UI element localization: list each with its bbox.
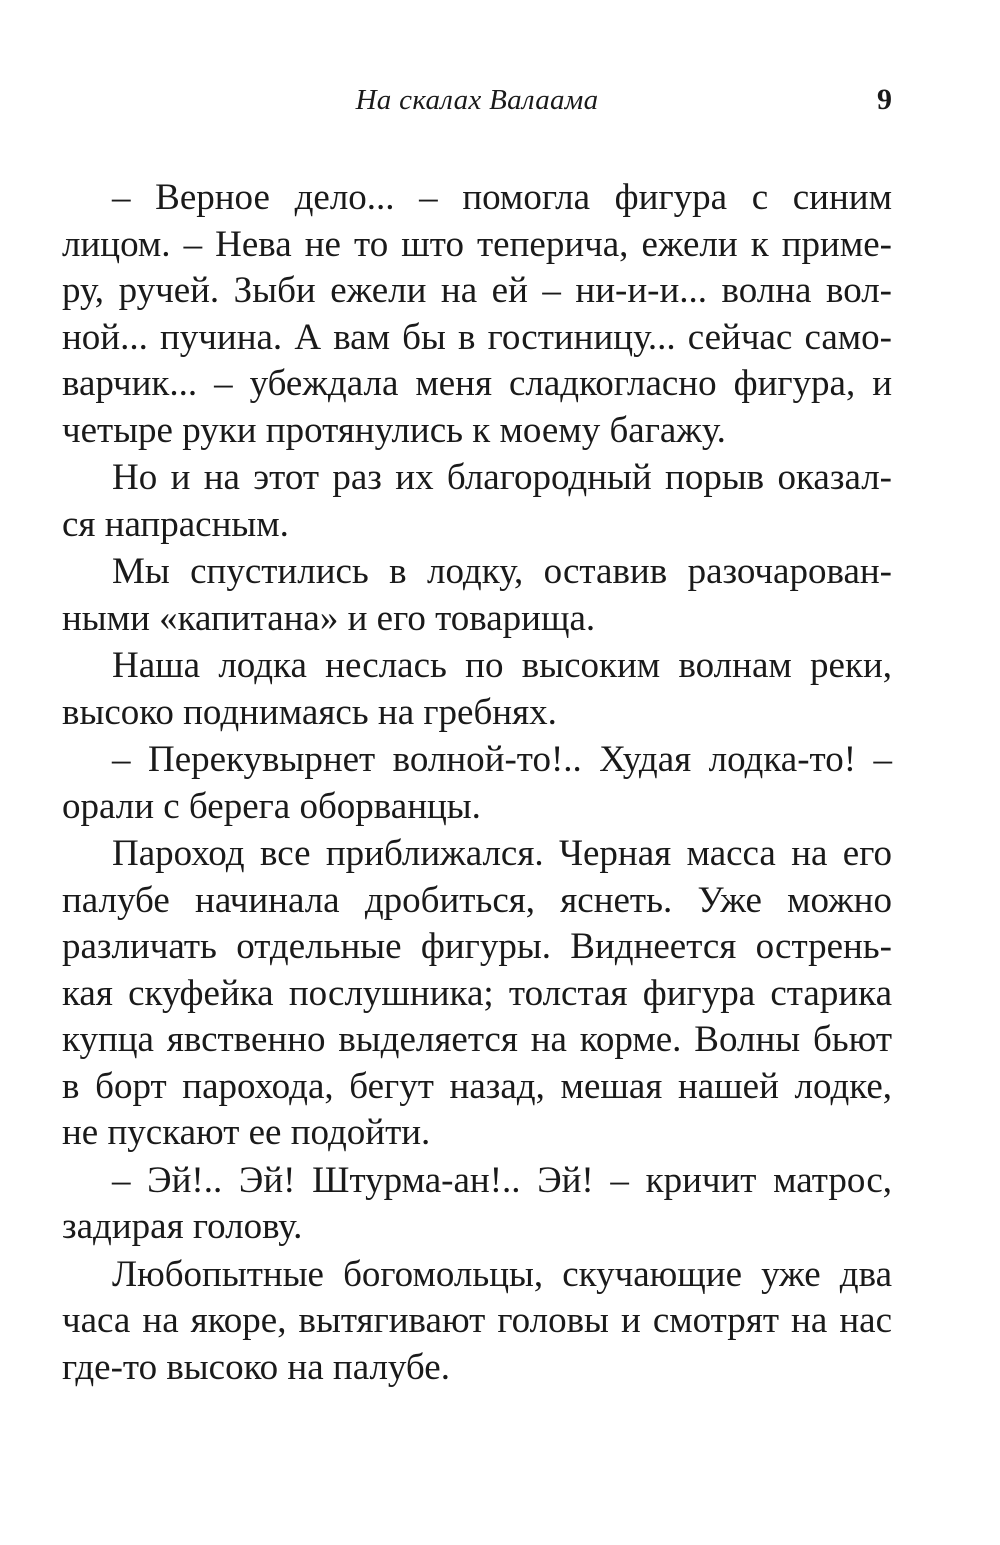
paragraph: [62, 831, 892, 1157]
text-line: ной... пучина. А вам бы в гостиницу... сейчас само-: [62, 316, 892, 358]
paragraph: [62, 175, 892, 454]
text-line: четыре руки протянулись к моему багажу.: [62, 409, 726, 451]
running-header: [62, 82, 892, 122]
text-line: ными «капитана» и его товарища.: [62, 597, 596, 639]
paragraph: [62, 1252, 892, 1392]
text-line: Пароход все приближался. Черная масса на его: [112, 833, 892, 874]
paragraph: [62, 643, 892, 736]
text-line: кая скуфейка послушника; толстая фигура старика: [62, 972, 892, 1014]
page-number: 9: [877, 83, 892, 116]
text-line: – Верное дело... – помогла фигура с синим: [112, 177, 892, 218]
text-line: Наша лодка неслась по высоким волнам реки,: [112, 645, 892, 686]
text-line: где-то высоко на палубе.: [62, 1346, 450, 1388]
body-text: [62, 175, 892, 1392]
text-line: Любопытные богомольцы, скучающие уже два: [112, 1253, 892, 1295]
text-line: различать отдельные фигуры. Виднеется острень-: [62, 926, 892, 967]
paragraph: [62, 1158, 892, 1251]
text-line: палубе начинала дробиться, яснеть. Уже можно: [62, 879, 892, 921]
text-line: лицом. – Нева не то што теперича, ежели к приме-: [62, 223, 892, 265]
paragraph: [62, 455, 892, 548]
text-line: высоко поднимаясь на гребнях.: [62, 691, 557, 733]
text-line: часа на якоре, вытягивают головы и смотрят на нас: [62, 1300, 892, 1341]
text-line: – Эй!.. Эй! Штурма-ан!.. Эй! – кричит матрос,: [112, 1159, 892, 1201]
paragraph: [62, 737, 892, 830]
text-line: Но и на этот раз их благородный порыв оказал-: [112, 457, 892, 498]
paragraph: [62, 549, 892, 642]
text-line: задирая голову.: [62, 1206, 303, 1247]
text-line: ру, ручей. Зыби ежели на ей – ни-и-и... волна вол-: [62, 270, 892, 311]
text-line: купца явственно выделяется на корме. Волны бьют: [62, 1019, 892, 1060]
text-line: Мы спустились в лодку, оставив разочарован-: [112, 551, 892, 592]
text-line: не пускают ее подойти.: [62, 1112, 431, 1153]
text-line: ся напрасным.: [62, 503, 289, 545]
text-line: – Перекувырнет волной-то!.. Худая лодка-то! –: [112, 739, 892, 780]
text-line: варчик... – убеждала меня сладкогласно фигура, и: [62, 363, 892, 404]
text-line: орали с берега оборванцы.: [62, 785, 481, 827]
text-line: в борт парохода, бегут назад, мешая нашей лодке,: [62, 1065, 892, 1107]
running-title: На скалах Валаама: [355, 84, 599, 116]
